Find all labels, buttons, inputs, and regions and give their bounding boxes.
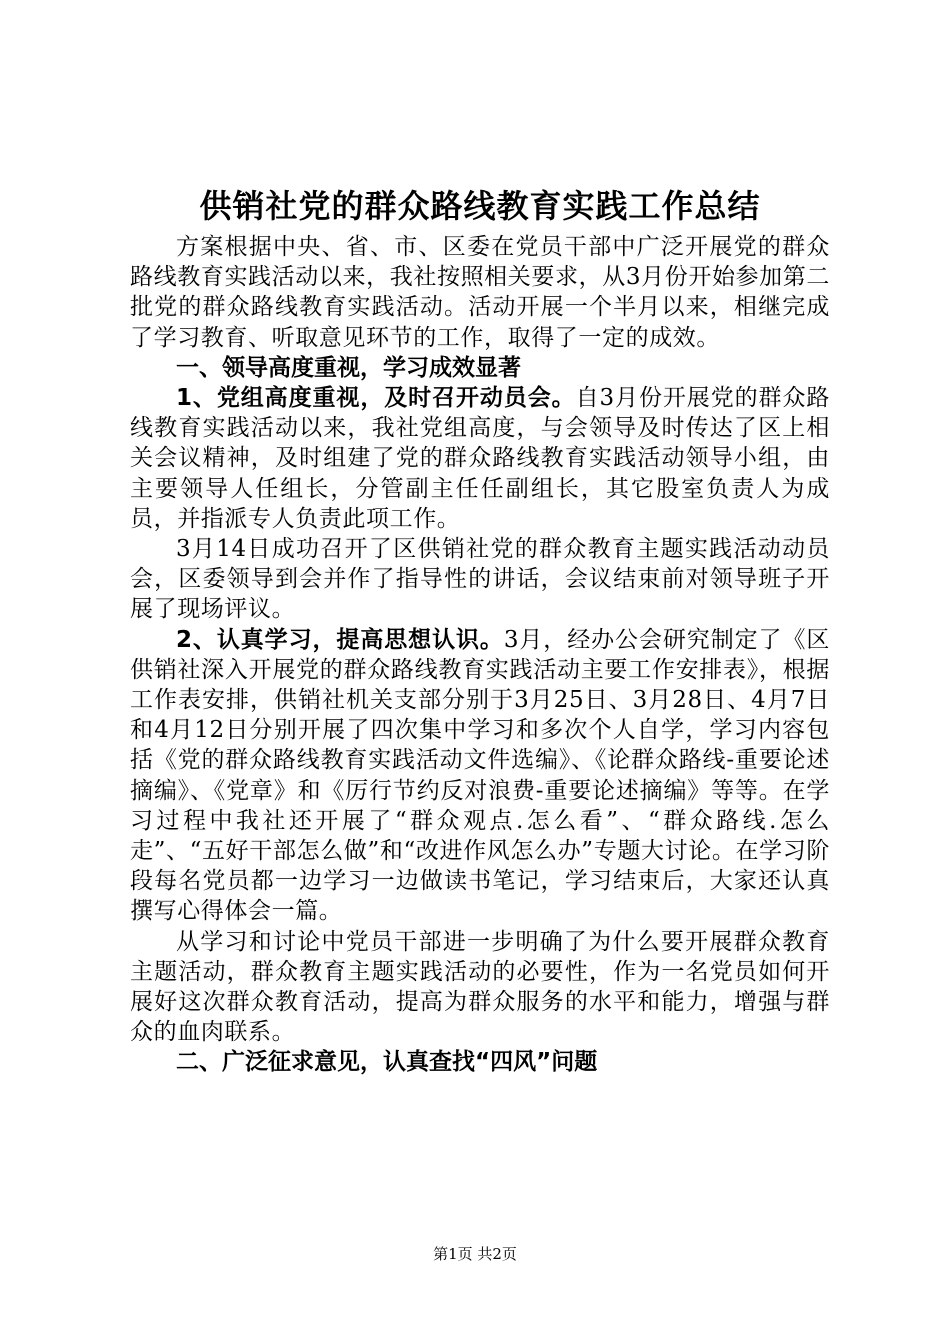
item-1-lead: 1、党组高度重视，及时召开动员会。	[176, 385, 576, 412]
section-heading-2: 二、广泛征求意见，认真查找“四风”问题	[176, 1049, 598, 1076]
page-number-footer: 第1页 共2页	[433, 1245, 517, 1263]
item-1-paragraph-2: 3月14日成功召开了区供销社党的群众教育主题实践活动动员会，区委领导到会并作了指导性的讲话，会议结束前对领导班子开展了现场评议。	[130, 536, 830, 623]
document-title: 供销社党的群众路线教育实践工作总结	[199, 187, 761, 225]
item-2-paragraph	[130, 625, 830, 927]
item-2-lead: 2、认真学习，提高思想认识。	[176, 626, 504, 653]
item-2-body: 3月，经办公会研究制定了《区供销社深入开展党的群众路线教育实践活动主要工作安排表》，根据工作表安排，供销社机关支部分别于3月25日、3月28日、4月7日和4月12日分别开展了四次集中学习和多次个人自学，学习内容包括《党的群众路线教育实践活动文件选编》、《论群众路线-重要论述摘编》、《党章》和《厉行节约反对浪费-重要论述摘编》等等。在学习过程中我社还开展了“群众观点.怎么看”、“群众路线.怎么走”、“五好干部怎么做”和“改进作风怎么办”专题大讨论。在学习阶段每名党员都一边学习一边做读书笔记，学习结束后，大家还认真撰写心得体会一篇。	[130, 626, 830, 925]
section-heading-1: 一、领导高度重视，学习成效显著	[176, 354, 521, 381]
intro-paragraph: 方案根据中央、省、市、区委在党员干部中广泛开展党的群众路线教育实践活动以来，我社按照相关要求，从3月份开始参加第二批党的群众路线教育实践活动。活动开展一个半月以来，相继完成了学习教育、听取意见环节的工作，取得了一定的成效。	[130, 234, 830, 351]
item-2-paragraph-2: 从学习和讨论中党员干部进一步明确了为什么要开展群众教育主题活动，群众教育主题实践活动的必要性，作为一名党员如何开展好这次群众教育活动，提高为群众服务的水平和能力，增强与群众的血肉联系。	[130, 928, 830, 1046]
document-page	[130, 180, 830, 1078]
item-1-paragraph	[130, 383, 830, 534]
item-1-body: 自3月份开展党的群众路线教育实践活动以来，我社党组高度，与会领导及时传达了区上相关会议精神，及时组建了党的群众路线教育实践活动领导小组，由主要领导人任组长，分管副主任任副组长，其它股室负责人为成员，并指派专人负责此项工作。	[130, 385, 830, 532]
